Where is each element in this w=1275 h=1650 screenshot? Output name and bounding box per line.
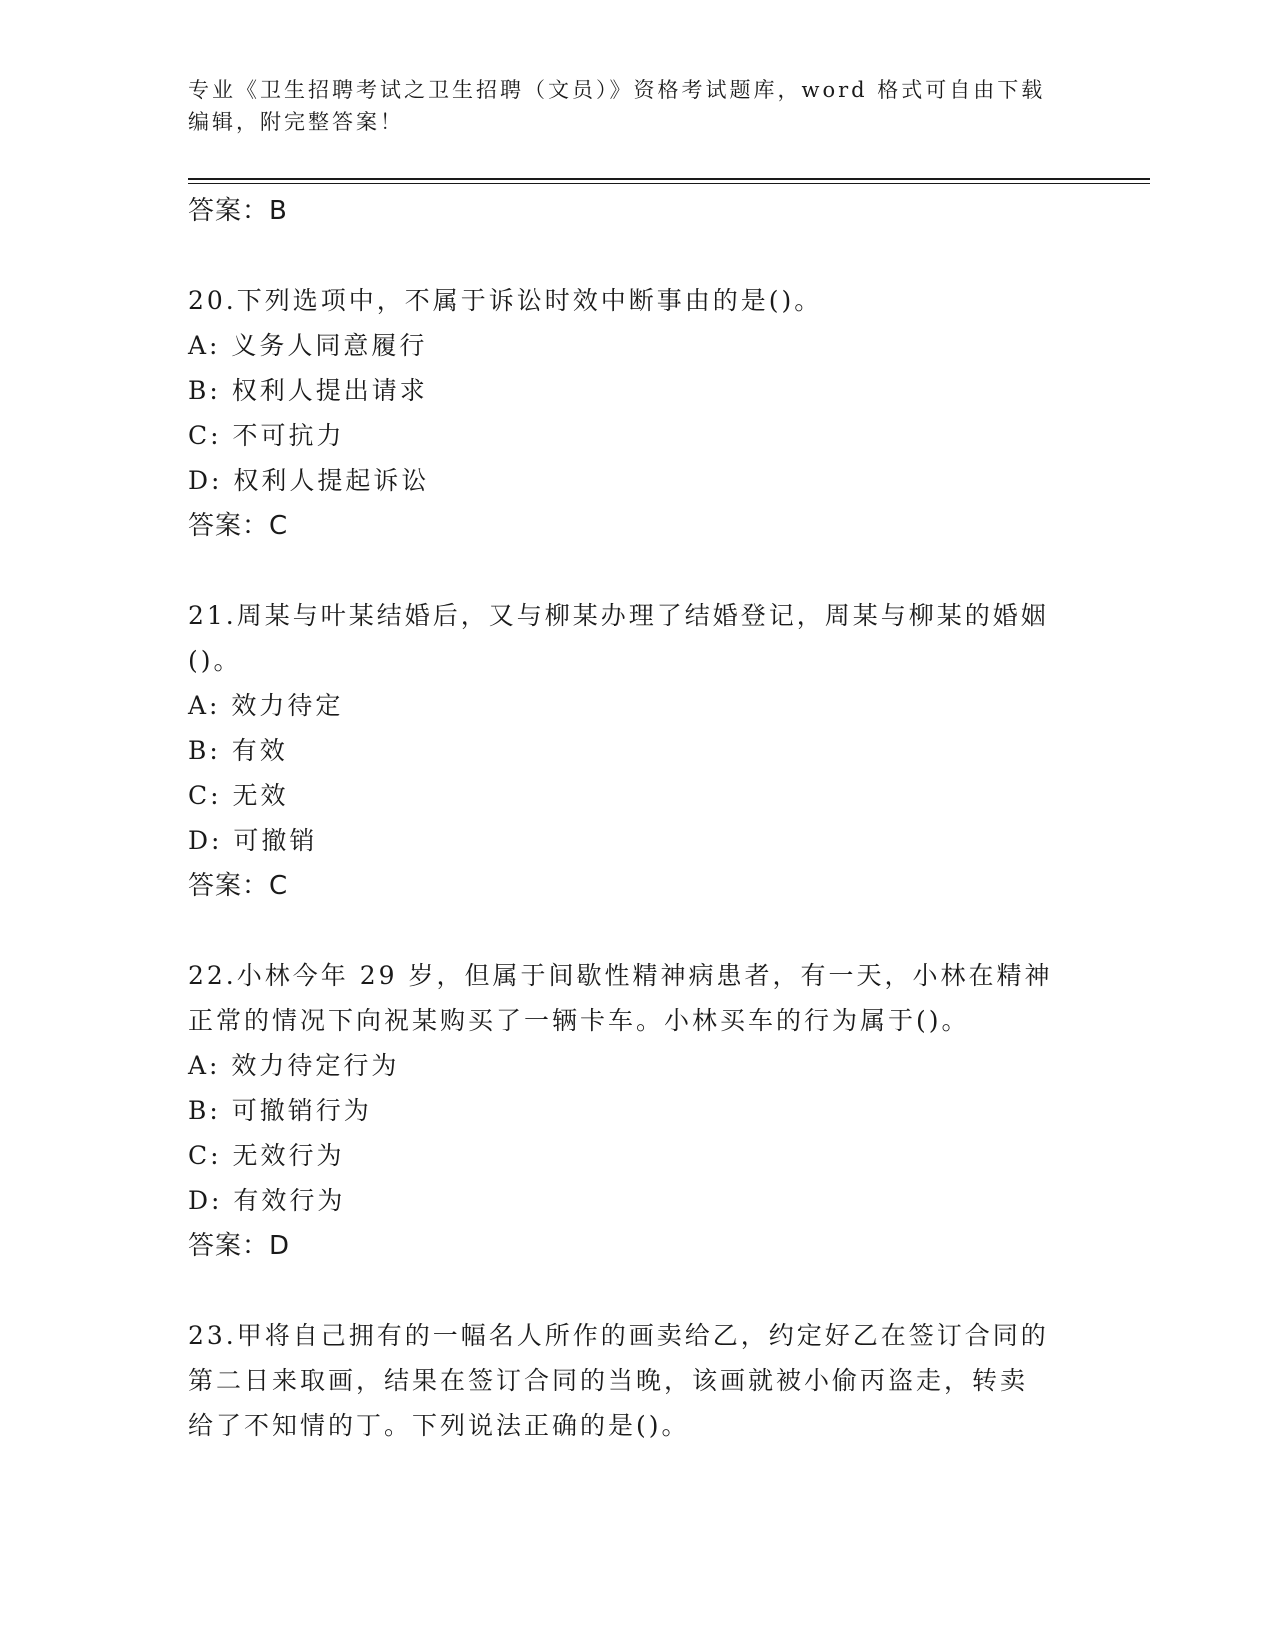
question-23 <box>188 1313 1088 1448</box>
question-22-option-a: A: 效力待定行为 <box>188 1051 400 1080</box>
header-divider-thick <box>188 178 1150 180</box>
header-line-2: 编辑，附完整答案！ <box>188 110 404 134</box>
question-20-option-a: A: 义务人同意履行 <box>188 331 428 360</box>
question-20 <box>188 278 1088 323</box>
question-22 <box>188 953 1088 1043</box>
question-21-option-b: B: 有效 <box>188 736 288 765</box>
answer-22: 答案：D <box>188 1231 291 1261</box>
question-23-stem-line-2: 第二日来取画，结果在签订合同的当晚，该画就被小偷丙盗走，转卖 <box>188 1366 1029 1395</box>
question-21 <box>188 593 1088 683</box>
question-21-option-a: A: 效力待定 <box>188 691 344 720</box>
spacer <box>188 1269 1088 1313</box>
question-20-option-c: C: 不可抗力 <box>188 421 345 450</box>
question-21-stem-line-1: 21.周某与叶某结婚后，又与柳某办理了结婚登记，周某与柳某的婚姻 <box>188 601 1049 630</box>
spacer <box>188 549 1088 593</box>
answer-20: 答案：C <box>188 511 289 541</box>
question-20-option-b: B: 权利人提出请求 <box>188 376 428 405</box>
question-21-stem-line-2: ()。 <box>188 646 242 675</box>
spacer <box>188 909 1088 953</box>
document-header <box>188 74 1068 138</box>
question-22-stem-line-2: 正常的情况下向祝某购买了一辆卡车。小林买车的行为属于()。 <box>188 1006 970 1035</box>
answer-21: 答案：C <box>188 871 289 901</box>
question-list <box>188 188 1088 1448</box>
question-21-option-d: D: 可撤销 <box>188 826 318 855</box>
question-22-stem-line-1: 22.小林今年 29 岁，但属于间歇性精神病患者，有一天，小林在精神 <box>188 961 1053 990</box>
header-line-1: 专业《卫生招聘考试之卫生招聘（文员）》资格考试题库，word 格式可自由下载 <box>188 78 1046 102</box>
question-22-option-b: B: 可撤销行为 <box>188 1096 372 1125</box>
question-20-option-d: D: 权利人提起诉讼 <box>188 466 430 495</box>
question-23-stem-line-1: 23.甲将自己拥有的一幅名人所作的画卖给乙，约定好乙在签订合同的 <box>188 1321 1049 1350</box>
spacer <box>188 234 1088 278</box>
question-22-option-c: C: 无效行为 <box>188 1141 345 1170</box>
question-20-stem: 20.下列选项中，不属于诉讼时效中断事由的是()。 <box>188 286 823 315</box>
header-divider-thin <box>188 183 1150 184</box>
answer-19: 答案：B <box>188 196 288 226</box>
question-22-option-d: D: 有效行为 <box>188 1186 346 1215</box>
question-23-stem-line-3: 给了不知情的丁。下列说法正确的是()。 <box>188 1411 690 1440</box>
question-21-option-c: C: 无效 <box>188 781 289 810</box>
